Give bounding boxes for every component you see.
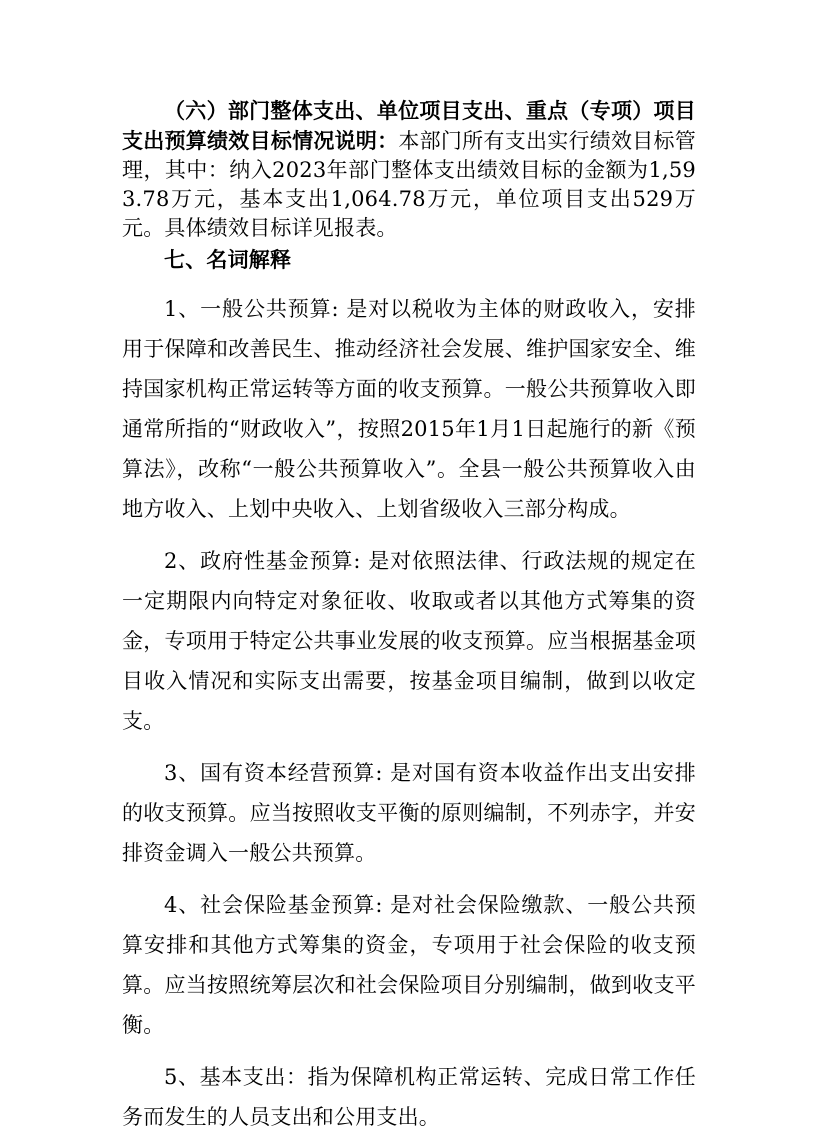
section-six-heading: （六）部门整体支出、单位项目支出、重点（专项）项目支出预算绩效目标情况说明：: [122, 98, 696, 153]
definition-social-insurance-budget: 4、社会保险基金预算: 是对社会保险缴款、一般公共预算安排和其他方式筹集的资金，专项用于社会保险的收支预算。应当按照统筹层次和社会保险项目分别编制，做到收支平衡。: [122, 893, 696, 1037]
definition-government-fund-budget: 2、政府性基金预算: 是对依照法律、行政法规的规定在一定期限内向特定对象征收、收取或者以其他方式筹集的资金，专项用于特定公共事业发展的收支预算。应当根据基金项目收入情况和实际支出需要，按基金项目编制，做到以收定支。: [122, 549, 696, 733]
section-seven-heading: 七、名词解释: [164, 247, 292, 272]
definition-general-public-budget: 1、一般公共预算: 是对以税收为主体的财政收入，安排用于保障和改善民生、推动经济社会发展、维护国家安全、维持国家机构正常运转等方面的收支预算。一般公共预算收入即通常所指的“财政收入”，按照2015年1月1日起施行的新《预算法》，改称“一般公共预算收入”。全县一般公共预算收入由地方收入、上划中央收入、上划省级收入三部分构成。: [122, 297, 696, 521]
definition-state-capital-budget: 3、国有资本经营预算: 是对国有资本收益作出支出安排的收支预算。应当按照收支平衡的原则编制，不列赤字，并安排资金调入一般公共预算。: [122, 761, 696, 865]
definition-basic-expenditure: 5、基本支出：指为保障机构正常运转、完成日常工作任务而发生的人员支出和公用支出。: [122, 1065, 696, 1129]
section-six-paragraph: [122, 96, 696, 243]
section-six-body: 本部门所有支出实行绩效目标管理，其中：纳入2023年部门整体支出绩效目标的金额为1,593.78万元，基本支出1,064.78万元，单位项目支出529万元。具体绩效目标详见报表。: [122, 129, 696, 240]
document-body: [122, 96, 696, 1137]
